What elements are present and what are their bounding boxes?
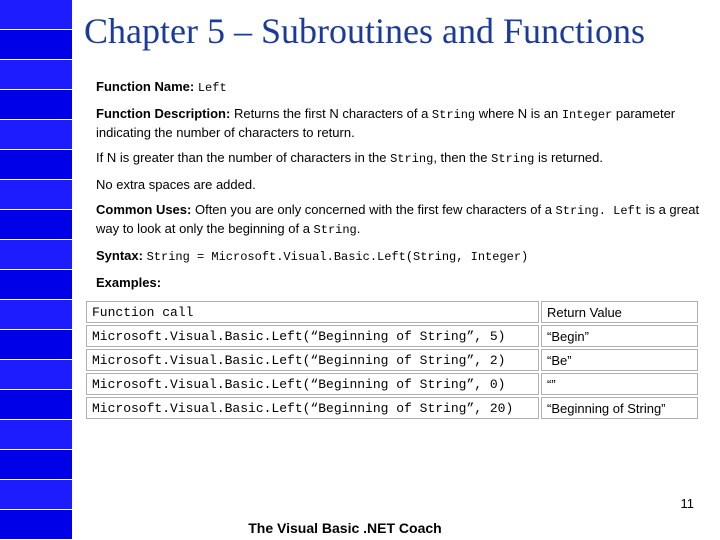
table-row (86, 325, 698, 347)
sidebar-block (0, 330, 72, 360)
return-value-cell: “Be” (541, 349, 698, 371)
table-header-function-call: Function call (86, 301, 539, 323)
sidebar-block (0, 150, 72, 180)
sidebar-block (0, 270, 72, 300)
table-header-return-value: Return Value (541, 301, 698, 323)
sidebar-block (0, 300, 72, 330)
page-number: 11 (680, 496, 694, 511)
syntax-label: Syntax: (96, 248, 143, 263)
code-string: String (431, 108, 476, 122)
function-call-cell: Microsoft.Visual.Basic.Left(“Beginning of String”, 5) (86, 325, 539, 347)
code-string: String (491, 152, 535, 166)
sidebar-block (0, 390, 72, 420)
sidebar-block (0, 450, 72, 480)
syntax-line (96, 247, 706, 266)
function-name-line (96, 78, 706, 97)
sidebar-block (0, 180, 72, 210)
slide-content (96, 78, 706, 299)
examples-label: Examples: (96, 275, 162, 290)
sidebar-decoration (0, 0, 72, 540)
slide-title: Chapter 5 – Subroutines and Functions (84, 11, 645, 51)
sidebar-block (0, 120, 72, 150)
function-call-cell: Microsoft.Visual.Basic.Left(“Beginning of String”, 20) (86, 397, 539, 419)
description-paragraph-3: No extra spaces are added. (96, 177, 256, 192)
footer-text: The Visual Basic .NET Coach (248, 520, 442, 536)
examples-table (84, 299, 700, 421)
table-row (86, 373, 698, 395)
description-text: is returned. (534, 150, 604, 165)
description-text: Returns the first N characters of a (230, 106, 432, 121)
code-integer: Integer (561, 108, 613, 122)
sidebar-block (0, 480, 72, 510)
sidebar-block (0, 360, 72, 390)
sidebar-block (0, 30, 72, 60)
common-uses-text: . (356, 221, 361, 236)
description-text: , then the (433, 150, 492, 165)
common-uses-text: Often you are only concerned with the first few characters of a (191, 202, 556, 217)
sidebar-block (0, 420, 72, 450)
description-paragraph-2 (96, 149, 706, 168)
code-string-left: String. Left (555, 204, 642, 218)
common-uses-text: is a great way to look at only the beginning of a (96, 202, 700, 236)
syntax-value: String = Microsoft.Visual.Basic.Left(String, Integer) (146, 250, 529, 264)
table-row (86, 397, 698, 419)
common-uses-paragraph (96, 201, 706, 239)
sidebar-block (0, 90, 72, 120)
sidebar-block (0, 60, 72, 90)
sidebar-block (0, 510, 72, 540)
return-value-cell: “Begin” (541, 325, 698, 347)
sidebar-block (0, 0, 72, 30)
description-text: parameter indicating the number of characters to return. (96, 106, 676, 140)
return-value-cell: “” (541, 373, 698, 395)
description-label: Function Description: (96, 106, 231, 121)
table-row (86, 349, 698, 371)
function-name-value: Left (197, 81, 227, 95)
code-string: String (390, 152, 434, 166)
description-text: If N is greater than the number of characters in the (96, 150, 391, 165)
function-name-label: Function Name: (96, 79, 195, 94)
return-value-cell: “Beginning of String” (541, 397, 698, 419)
sidebar-block (0, 210, 72, 240)
description-text: where N is an (475, 106, 562, 121)
code-string: String (313, 223, 357, 237)
function-call-cell: Microsoft.Visual.Basic.Left(“Beginning of String”, 0) (86, 373, 539, 395)
common-uses-label: Common Uses: (96, 202, 192, 217)
description-paragraph (96, 105, 706, 141)
table-header-row (86, 301, 698, 323)
sidebar-block (0, 240, 72, 270)
function-call-cell: Microsoft.Visual.Basic.Left(“Beginning of String”, 2) (86, 349, 539, 371)
